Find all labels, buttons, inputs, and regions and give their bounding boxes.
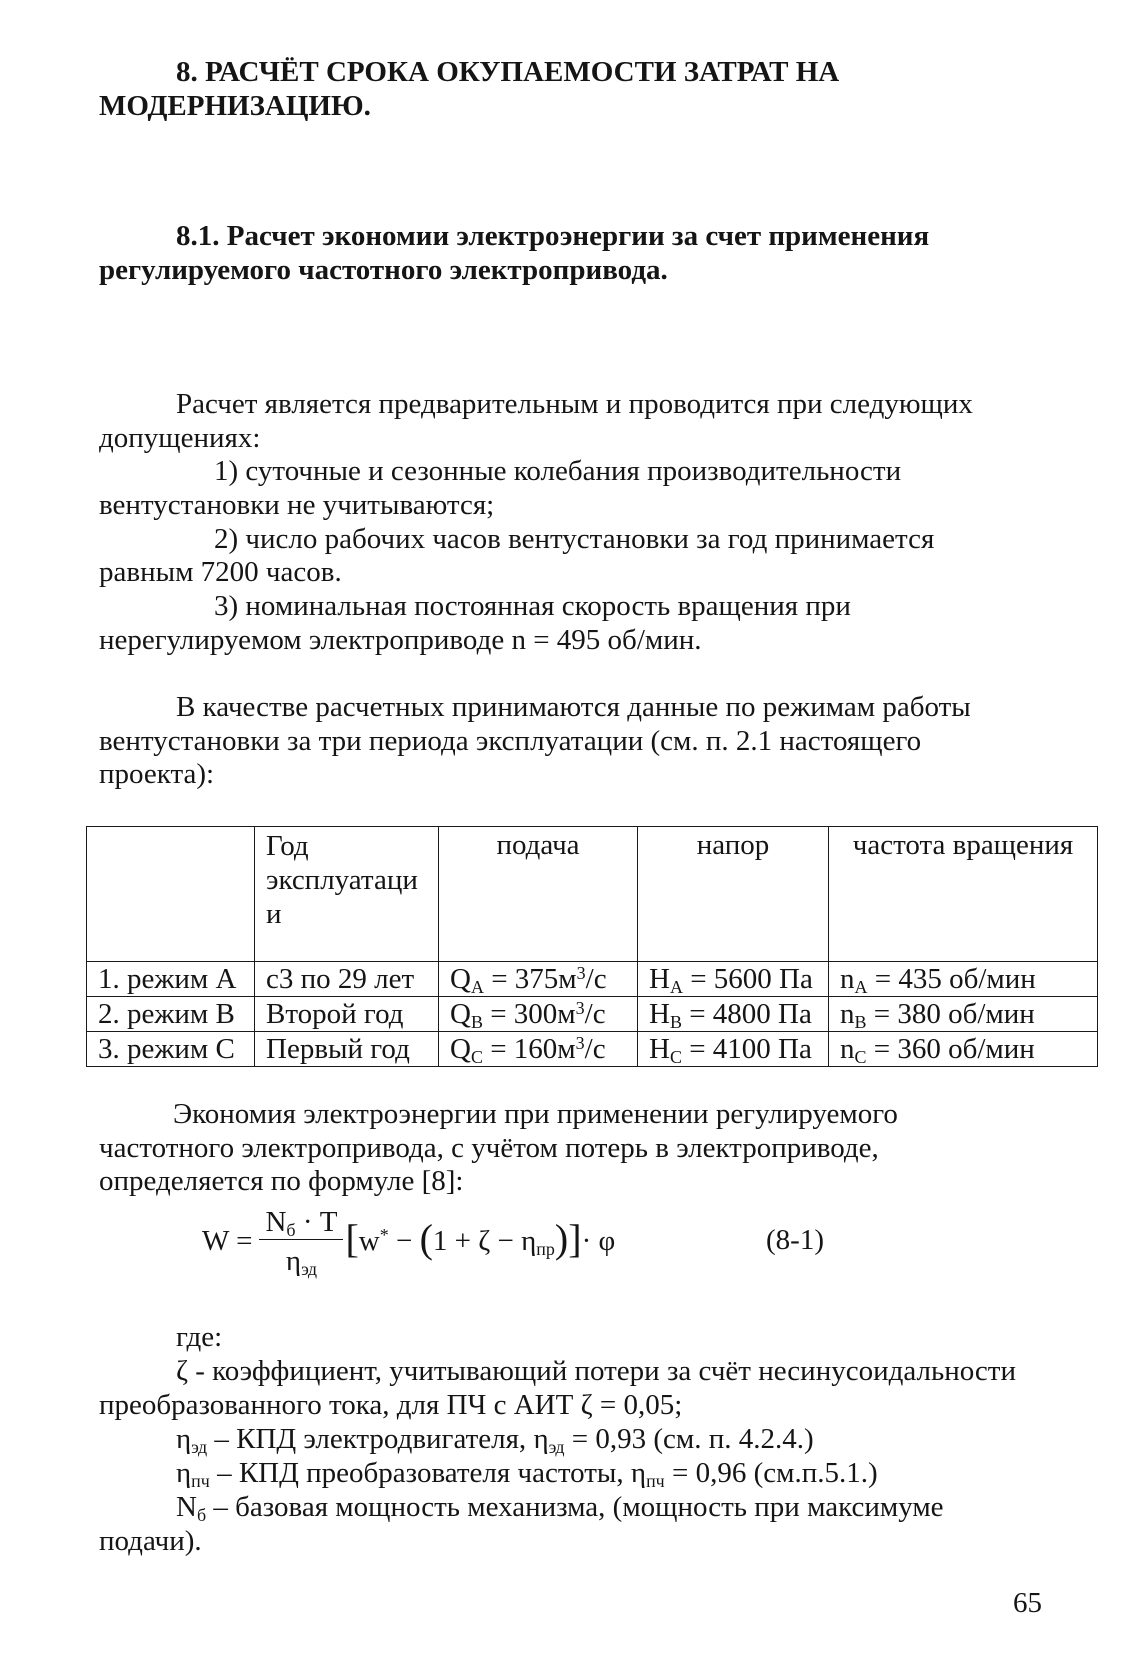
flow-exponent: 3 xyxy=(575,997,585,1018)
speed-symbol: n xyxy=(840,997,855,1030)
definition-zeta xyxy=(99,1354,1016,1422)
page-number: 65 xyxy=(1013,1587,1042,1619)
mode-cell: 2. режим В xyxy=(87,997,255,1032)
definition-text: – КПД электродвигателя, xyxy=(207,1423,534,1455)
flow-symbol: Q xyxy=(450,1032,471,1065)
eta-symbol: η xyxy=(176,1423,192,1455)
w-symbol: w xyxy=(358,1225,380,1257)
flow-subscript: C xyxy=(470,1046,483,1067)
eta-subscript: эд xyxy=(191,1437,208,1458)
year-cell: с3 по 29 лет xyxy=(255,962,439,997)
paragraph-line: проекта): xyxy=(99,758,215,791)
paragraph-line: 1) суточные и сезонные колебания производительности xyxy=(214,455,902,488)
definition-value: = 0,93 (см. п. 4.2.4.) xyxy=(564,1423,814,1455)
head-cell xyxy=(638,962,829,997)
paragraph-line: равным 7200 часов. xyxy=(99,556,342,589)
paragraph-line: 3) номинальная постоянная скорость вращения при xyxy=(214,590,851,623)
speed-value: = 435 об/мин xyxy=(867,962,1036,995)
numerator-symbol: N xyxy=(265,1205,287,1238)
flow-exponent: 3 xyxy=(575,1032,585,1053)
paragraph-line: Экономия электроэнергии при применении регулируемого xyxy=(173,1098,898,1130)
head-cell xyxy=(638,997,829,1032)
speed-cell xyxy=(829,962,1098,997)
close-paren: ) xyxy=(554,1216,569,1261)
flow-unit: /с xyxy=(584,997,606,1030)
mode-cell: 3. режим С xyxy=(87,1032,255,1067)
n-symbol: N xyxy=(176,1491,197,1523)
flow-cell xyxy=(439,997,638,1032)
head-value: = 5600 Па xyxy=(682,962,813,995)
table-row xyxy=(87,962,1098,997)
minus-sign: − xyxy=(388,1225,420,1257)
assumptions-section xyxy=(99,388,973,658)
definition-n-base xyxy=(99,1490,1016,1558)
flow-value: = 160м xyxy=(482,1032,576,1065)
speed-cell xyxy=(829,997,1098,1032)
paragraph-line: нерегулируемом электроприводе n = 495 об/мин. xyxy=(99,623,702,656)
fraction-denominator xyxy=(285,1240,317,1279)
flow-cell xyxy=(439,962,638,997)
speed-value: = 360 об/мин xyxy=(866,1032,1035,1065)
fraction-numerator xyxy=(261,1207,341,1239)
numerator-subscript: б xyxy=(286,1219,296,1240)
subsection-heading-line: 8.1. Расчет экономии электроэнергии за счет применения xyxy=(176,220,930,252)
table-intro-paragraph xyxy=(99,691,971,792)
head-subscript: A xyxy=(669,976,683,997)
head-symbol: H xyxy=(649,997,670,1030)
subsection-heading xyxy=(99,220,929,287)
section-heading xyxy=(99,56,839,123)
flow-symbol: Q xyxy=(450,997,471,1030)
speed-value: = 380 об/мин xyxy=(866,997,1035,1030)
assumption-item xyxy=(99,523,973,590)
assumption-item xyxy=(99,455,973,522)
definitions-section xyxy=(99,1320,1016,1558)
inner-expression: 1 + ζ − xyxy=(432,1225,522,1257)
speed-subscript: B xyxy=(854,1011,867,1032)
denominator-subscript: эд xyxy=(301,1258,317,1279)
paragraph-line: подачи). xyxy=(99,1525,202,1557)
paragraph-line: вентустановки не учитываются; xyxy=(99,489,495,522)
assumption-item xyxy=(99,590,973,657)
flow-value: = 300м xyxy=(482,997,576,1030)
header-line: и xyxy=(266,898,282,930)
speed-subscript: A xyxy=(854,976,868,997)
definition-text: – КПД преобразователя частоты, xyxy=(209,1457,631,1489)
subsection-heading-line: регулируемого частотного электропривода. xyxy=(99,253,668,286)
eta-symbol: η xyxy=(533,1423,549,1455)
eta-subscript: пч xyxy=(646,1471,665,1492)
flow-subscript: A xyxy=(470,976,484,997)
definition-text: – базовая мощность механизма, (мощность при максимуме xyxy=(206,1491,944,1523)
eta-symbol: η xyxy=(521,1225,537,1257)
formula-8-1 xyxy=(202,1205,616,1279)
equation-number: (8-1) xyxy=(766,1224,824,1256)
paragraph-line: определяется по формуле [8]: xyxy=(99,1165,464,1198)
header-cell-year xyxy=(255,827,439,962)
paragraph-line xyxy=(99,1490,1016,1524)
definition-eta-ed xyxy=(99,1422,1016,1456)
header-cell-flow: подача xyxy=(439,827,638,962)
definition-eta-pch xyxy=(99,1456,1016,1490)
paragraph-line: 2) число рабочих часов вентустановки за год принимается xyxy=(214,522,935,555)
open-paren: ( xyxy=(419,1216,433,1261)
formula-fraction xyxy=(259,1205,343,1279)
table-row xyxy=(87,997,1098,1032)
year-cell: Второй год xyxy=(255,997,439,1032)
paragraph-line: частотного электропривода, с учётом потерь в электроприводе, xyxy=(99,1131,879,1164)
open-bracket: [ xyxy=(345,1216,359,1261)
speed-symbol: n xyxy=(840,1032,855,1065)
speed-symbol: n xyxy=(840,962,855,995)
head-symbol: H xyxy=(649,962,670,995)
head-symbol: H xyxy=(649,1032,670,1065)
flow-symbol: Q xyxy=(450,962,471,995)
flow-unit: /с xyxy=(585,962,607,995)
paragraph-line: ζ - коэффициент, учитывающий потери за счёт несинусоидальности xyxy=(176,1355,1016,1387)
definition-value: = 0,96 (см.п.5.1.) xyxy=(664,1457,878,1489)
header-cell-head: напор xyxy=(638,827,829,962)
header-line: Год xyxy=(266,830,309,862)
head-subscript: B xyxy=(669,1011,682,1032)
where-label: где: xyxy=(176,1321,223,1353)
year-cell: Первый год xyxy=(255,1032,439,1067)
section-heading-line: МОДЕРНИЗАЦИЮ. xyxy=(99,89,371,122)
table-row xyxy=(87,1032,1098,1067)
eta-subscript: пр xyxy=(536,1239,555,1260)
eta-symbol: η xyxy=(630,1457,647,1489)
formula-bracket-expression xyxy=(345,1216,616,1263)
header-cell-mode xyxy=(87,827,255,962)
speed-cell xyxy=(829,1032,1098,1067)
flow-exponent: 3 xyxy=(576,962,586,983)
section-heading-line: 8. РАСЧЁТ СРОКА ОКУПАЕМОСТИ ЗАТРАТ НА xyxy=(176,56,840,88)
head-subscript: C xyxy=(669,1046,682,1067)
speed-subscript: C xyxy=(854,1046,867,1067)
formula-tail: · φ xyxy=(581,1225,616,1257)
head-value: = 4100 Па xyxy=(681,1032,812,1065)
flow-value: = 375м xyxy=(483,962,577,995)
flow-cell xyxy=(439,1032,638,1067)
formula-intro-paragraph xyxy=(99,1098,898,1199)
head-cell xyxy=(638,1032,829,1067)
paragraph-line: Расчет является предварительным и проводится при следующих xyxy=(176,388,973,420)
w-superscript: * xyxy=(379,1225,389,1246)
eta-symbol: η xyxy=(176,1457,192,1489)
head-value: = 4800 Па xyxy=(681,997,812,1030)
modes-table xyxy=(86,826,1098,1067)
flow-subscript: B xyxy=(470,1011,483,1032)
paragraph-line: вентустановки за три периода эксплуатации (см. п. 2.1 настоящего xyxy=(99,724,922,757)
header-cell-speed: частота вращения xyxy=(829,827,1098,962)
paragraph-line: В качестве расчетных принимаются данные по режимам работы xyxy=(176,691,971,723)
n-subscript: б xyxy=(196,1505,207,1526)
table-header-row xyxy=(87,827,1098,962)
paragraph-line: допущениях: xyxy=(99,421,261,454)
mode-cell: 1. режим А xyxy=(87,962,255,997)
intro-paragraph xyxy=(99,388,973,455)
formula-lhs: W = xyxy=(202,1224,253,1257)
eta-subscript: эд xyxy=(548,1437,565,1458)
flow-unit: /с xyxy=(584,1032,606,1065)
paragraph-line: преобразованного тока, для ПЧ с АИТ ζ = 0,05; xyxy=(99,1389,683,1421)
eta-subscript: пч xyxy=(191,1471,210,1492)
denominator-symbol: η xyxy=(285,1244,302,1277)
close-bracket: ] xyxy=(568,1216,582,1261)
header-line: эксплуатаци xyxy=(266,864,418,896)
numerator-rest: · T xyxy=(295,1205,338,1238)
